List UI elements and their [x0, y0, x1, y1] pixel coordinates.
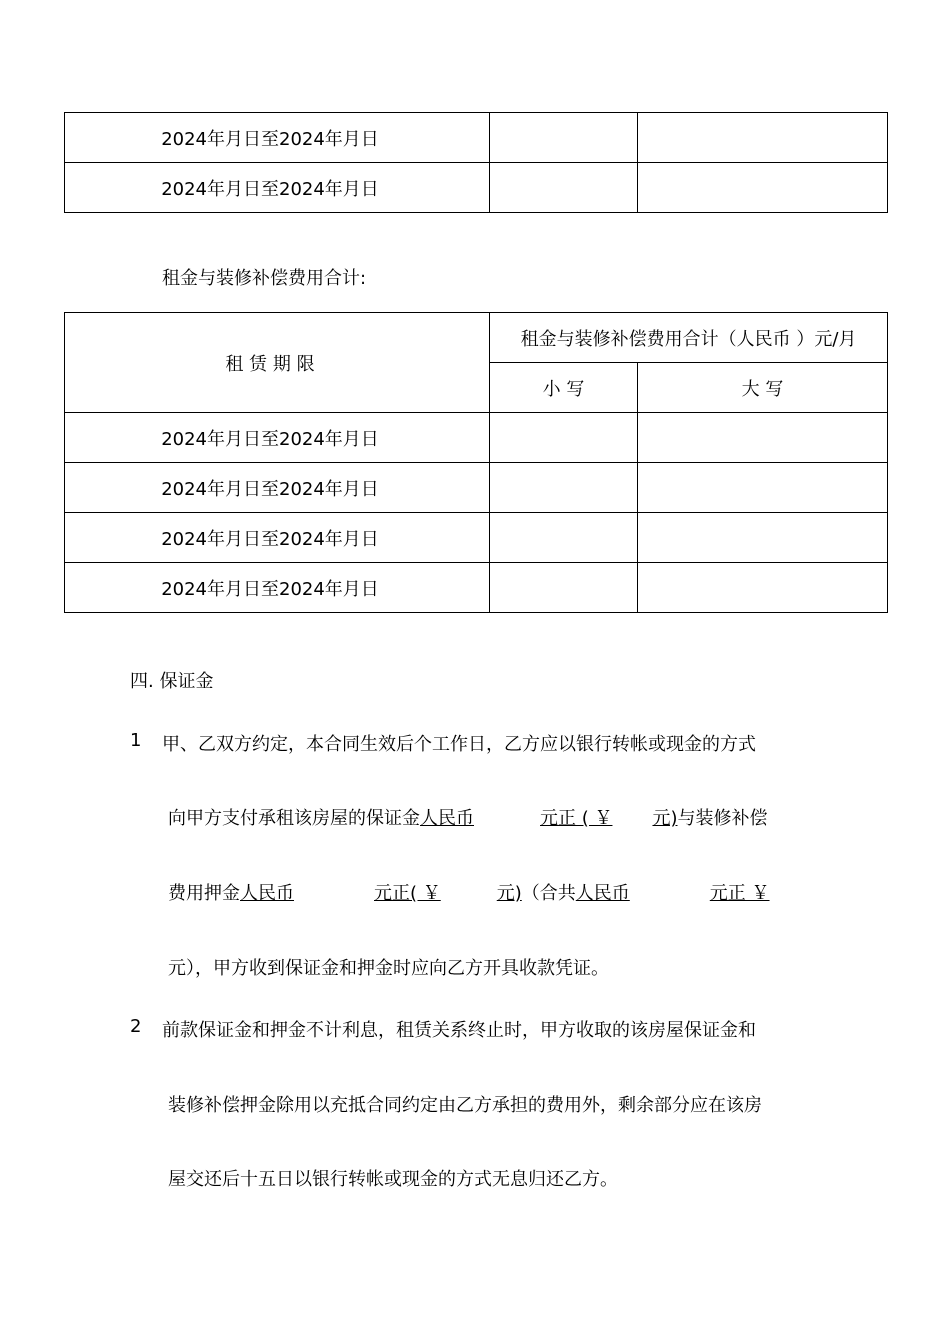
header-small: 小 写	[490, 363, 638, 413]
paragraph-line: 元），甲方收到保证金和押金时应向乙方开具收款凭证。	[168, 958, 609, 979]
large-amount-cell	[638, 163, 888, 213]
section-heading: 四. 保证金	[130, 671, 214, 692]
period-cell: 2024年月日至2024年月日	[65, 513, 490, 563]
large-amount-cell	[638, 463, 888, 513]
period-cell: 2024年月日至2024年月日	[65, 463, 490, 513]
small-amount-cell	[490, 513, 638, 563]
large-amount-cell	[638, 413, 888, 463]
small-amount-cell	[490, 463, 638, 513]
table-row	[65, 113, 888, 163]
period-cell: 2024年月日至2024年月日	[65, 563, 490, 613]
small-amount-cell	[490, 413, 638, 463]
small-amount-cell	[490, 563, 638, 613]
table-row	[65, 163, 888, 213]
blank-field: 人民币 元正 ￥	[575, 883, 770, 904]
small-amount-cell	[490, 163, 638, 213]
paragraph-line: 甲、乙双方约定，本合同生效后个工作日，乙方应以银行转帐或现金的方式	[162, 734, 756, 755]
period-cell: 2024年月日至2024年月日	[65, 163, 490, 213]
item-number: 1	[130, 730, 142, 751]
table-row	[65, 513, 888, 563]
paragraph-line	[168, 879, 770, 905]
paragraph-text: 费用押金	[168, 883, 240, 904]
period-cell: 2024年月日至2024年月日	[65, 113, 490, 163]
paragraph-text: 向甲方支付承租该房屋的保证金	[168, 808, 420, 829]
table-row	[65, 413, 888, 463]
small-amount-cell	[490, 113, 638, 163]
paragraph-line	[168, 804, 768, 830]
large-amount-cell	[638, 563, 888, 613]
rent-total-table	[64, 312, 888, 613]
paragraph-line: 前款保证金和押金不计利息，租赁关系终止时，甲方收取的该房屋保证金和	[162, 1020, 756, 1041]
table-row	[65, 463, 888, 513]
paragraph-line: 装修补偿押金除用以充抵合同约定由乙方承担的费用外，剩余部分应在该房	[168, 1095, 762, 1116]
table-header-row	[65, 313, 888, 363]
paragraph-text: 与装修补偿	[677, 808, 768, 829]
rent-period-table-continued	[64, 112, 888, 213]
period-cell: 2024年月日至2024年月日	[65, 413, 490, 463]
header-large: 大 写	[638, 363, 888, 413]
item-number: 2	[130, 1016, 142, 1037]
large-amount-cell	[638, 113, 888, 163]
large-amount-cell	[638, 513, 888, 563]
table-row	[65, 563, 888, 613]
paragraph-line: 屋交还后十五日以银行转帐或现金的方式无息归还乙方。	[168, 1169, 618, 1190]
paragraph-text: （合共	[521, 883, 576, 904]
summary-label: 租金与装修补偿费用合计:	[162, 268, 367, 289]
blank-field: 人民币 元正( ￥ 元)	[240, 883, 522, 904]
blank-field: 人民币 元正 ( ￥ 元)	[420, 808, 678, 829]
header-period: 租 赁 期 限	[65, 313, 490, 413]
header-total: 租金与装修补偿费用合计（人民币 ）元/月	[490, 313, 888, 363]
